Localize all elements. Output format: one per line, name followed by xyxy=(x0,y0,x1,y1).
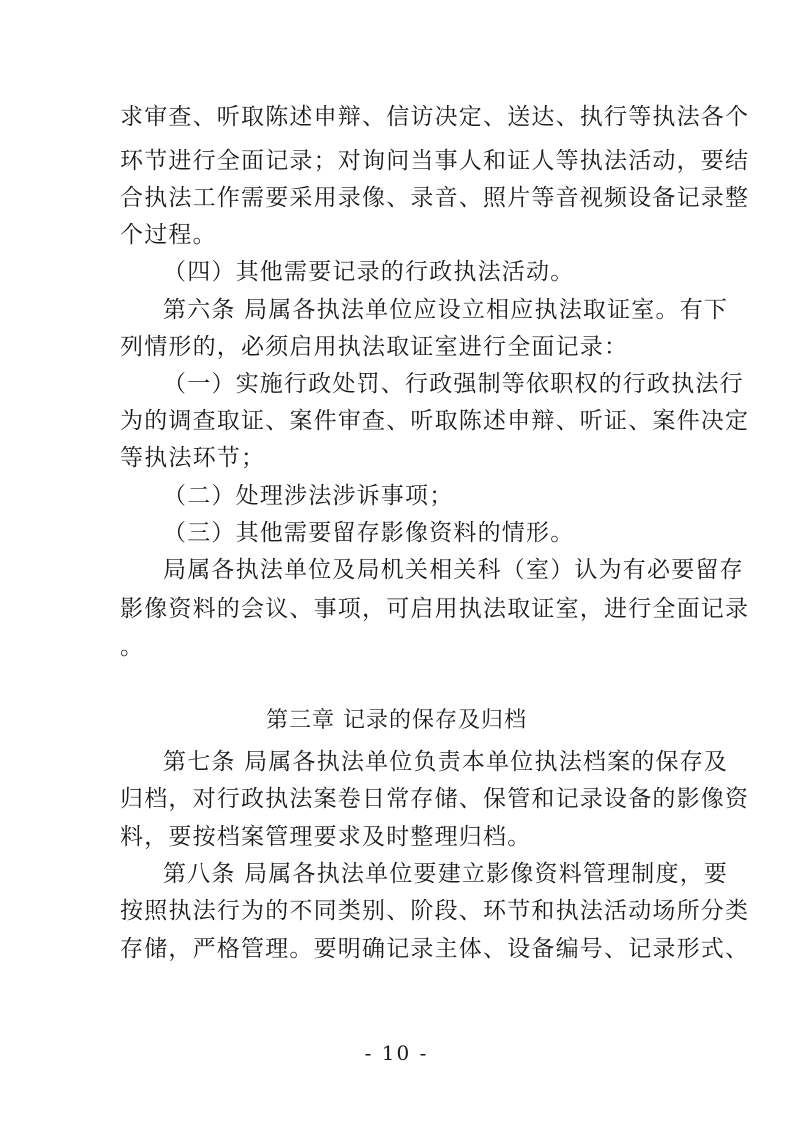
article-8-line: 第八条 局属各执法单位要建立影像资料管理制度，要 xyxy=(163,861,729,887)
body-line: （三）其他需要留存影像资料的情形。 xyxy=(163,520,575,546)
body-line: 料，要按档案管理要求及时整理归档。 xyxy=(120,824,532,850)
article-7-line: 第七条 局属各执法单位负责本单位执法档案的保存及 xyxy=(163,749,729,775)
body-line: （二）处理涉法涉诉事项； xyxy=(163,483,454,509)
body-line: 个过程。 xyxy=(120,222,217,248)
body-line: 归档，对行政执法案卷日常存储、保管和记录设备的影像资 xyxy=(120,786,750,812)
page-number: - 10 - xyxy=(364,1041,429,1065)
body-line: 为的调查取证、案件审查、听取陈述申辩、听证、案件决定 xyxy=(120,408,750,434)
body-line: 按照执法行为的不同类别、阶段、环节和执法活动场所分类 xyxy=(120,898,750,924)
body-line: （一）实施行政处罚、行政强制等依职权的行政执法行 xyxy=(163,371,744,397)
chapter-heading: 第三章 记录的保存及归档 xyxy=(266,708,527,733)
body-line: （四）其他需要记录的行政执法活动。 xyxy=(163,259,575,285)
body-line: 环节进行全面记录；对询问当事人和证人等执法活动，要结 xyxy=(120,148,750,174)
body-line: 列情形的，必须启用执法取证室进行全面记录： xyxy=(120,334,629,360)
body-line: 求审查、听取陈述申辩、信访决定、送达、执行等执法各个 xyxy=(120,104,750,130)
article-6-line: 第六条 局属各执法单位应设立相应执法取证室。有下 xyxy=(163,297,729,323)
body-line: 局属各执法单位及局机关相关科（室）认为有必要留存 xyxy=(163,557,744,583)
body-line: 合执法工作需要采用录像、录音、照片等音视频设备记录整 xyxy=(120,185,750,211)
body-line: 。 xyxy=(120,634,145,660)
body-line: 存储，严格管理。要明确记录主体、设备编号、记录形式、 xyxy=(120,936,750,962)
body-line: 影像资料的会议、事项，可启用执法取证室，进行全面记录 xyxy=(120,596,750,622)
body-line: 等执法环节； xyxy=(120,445,266,471)
